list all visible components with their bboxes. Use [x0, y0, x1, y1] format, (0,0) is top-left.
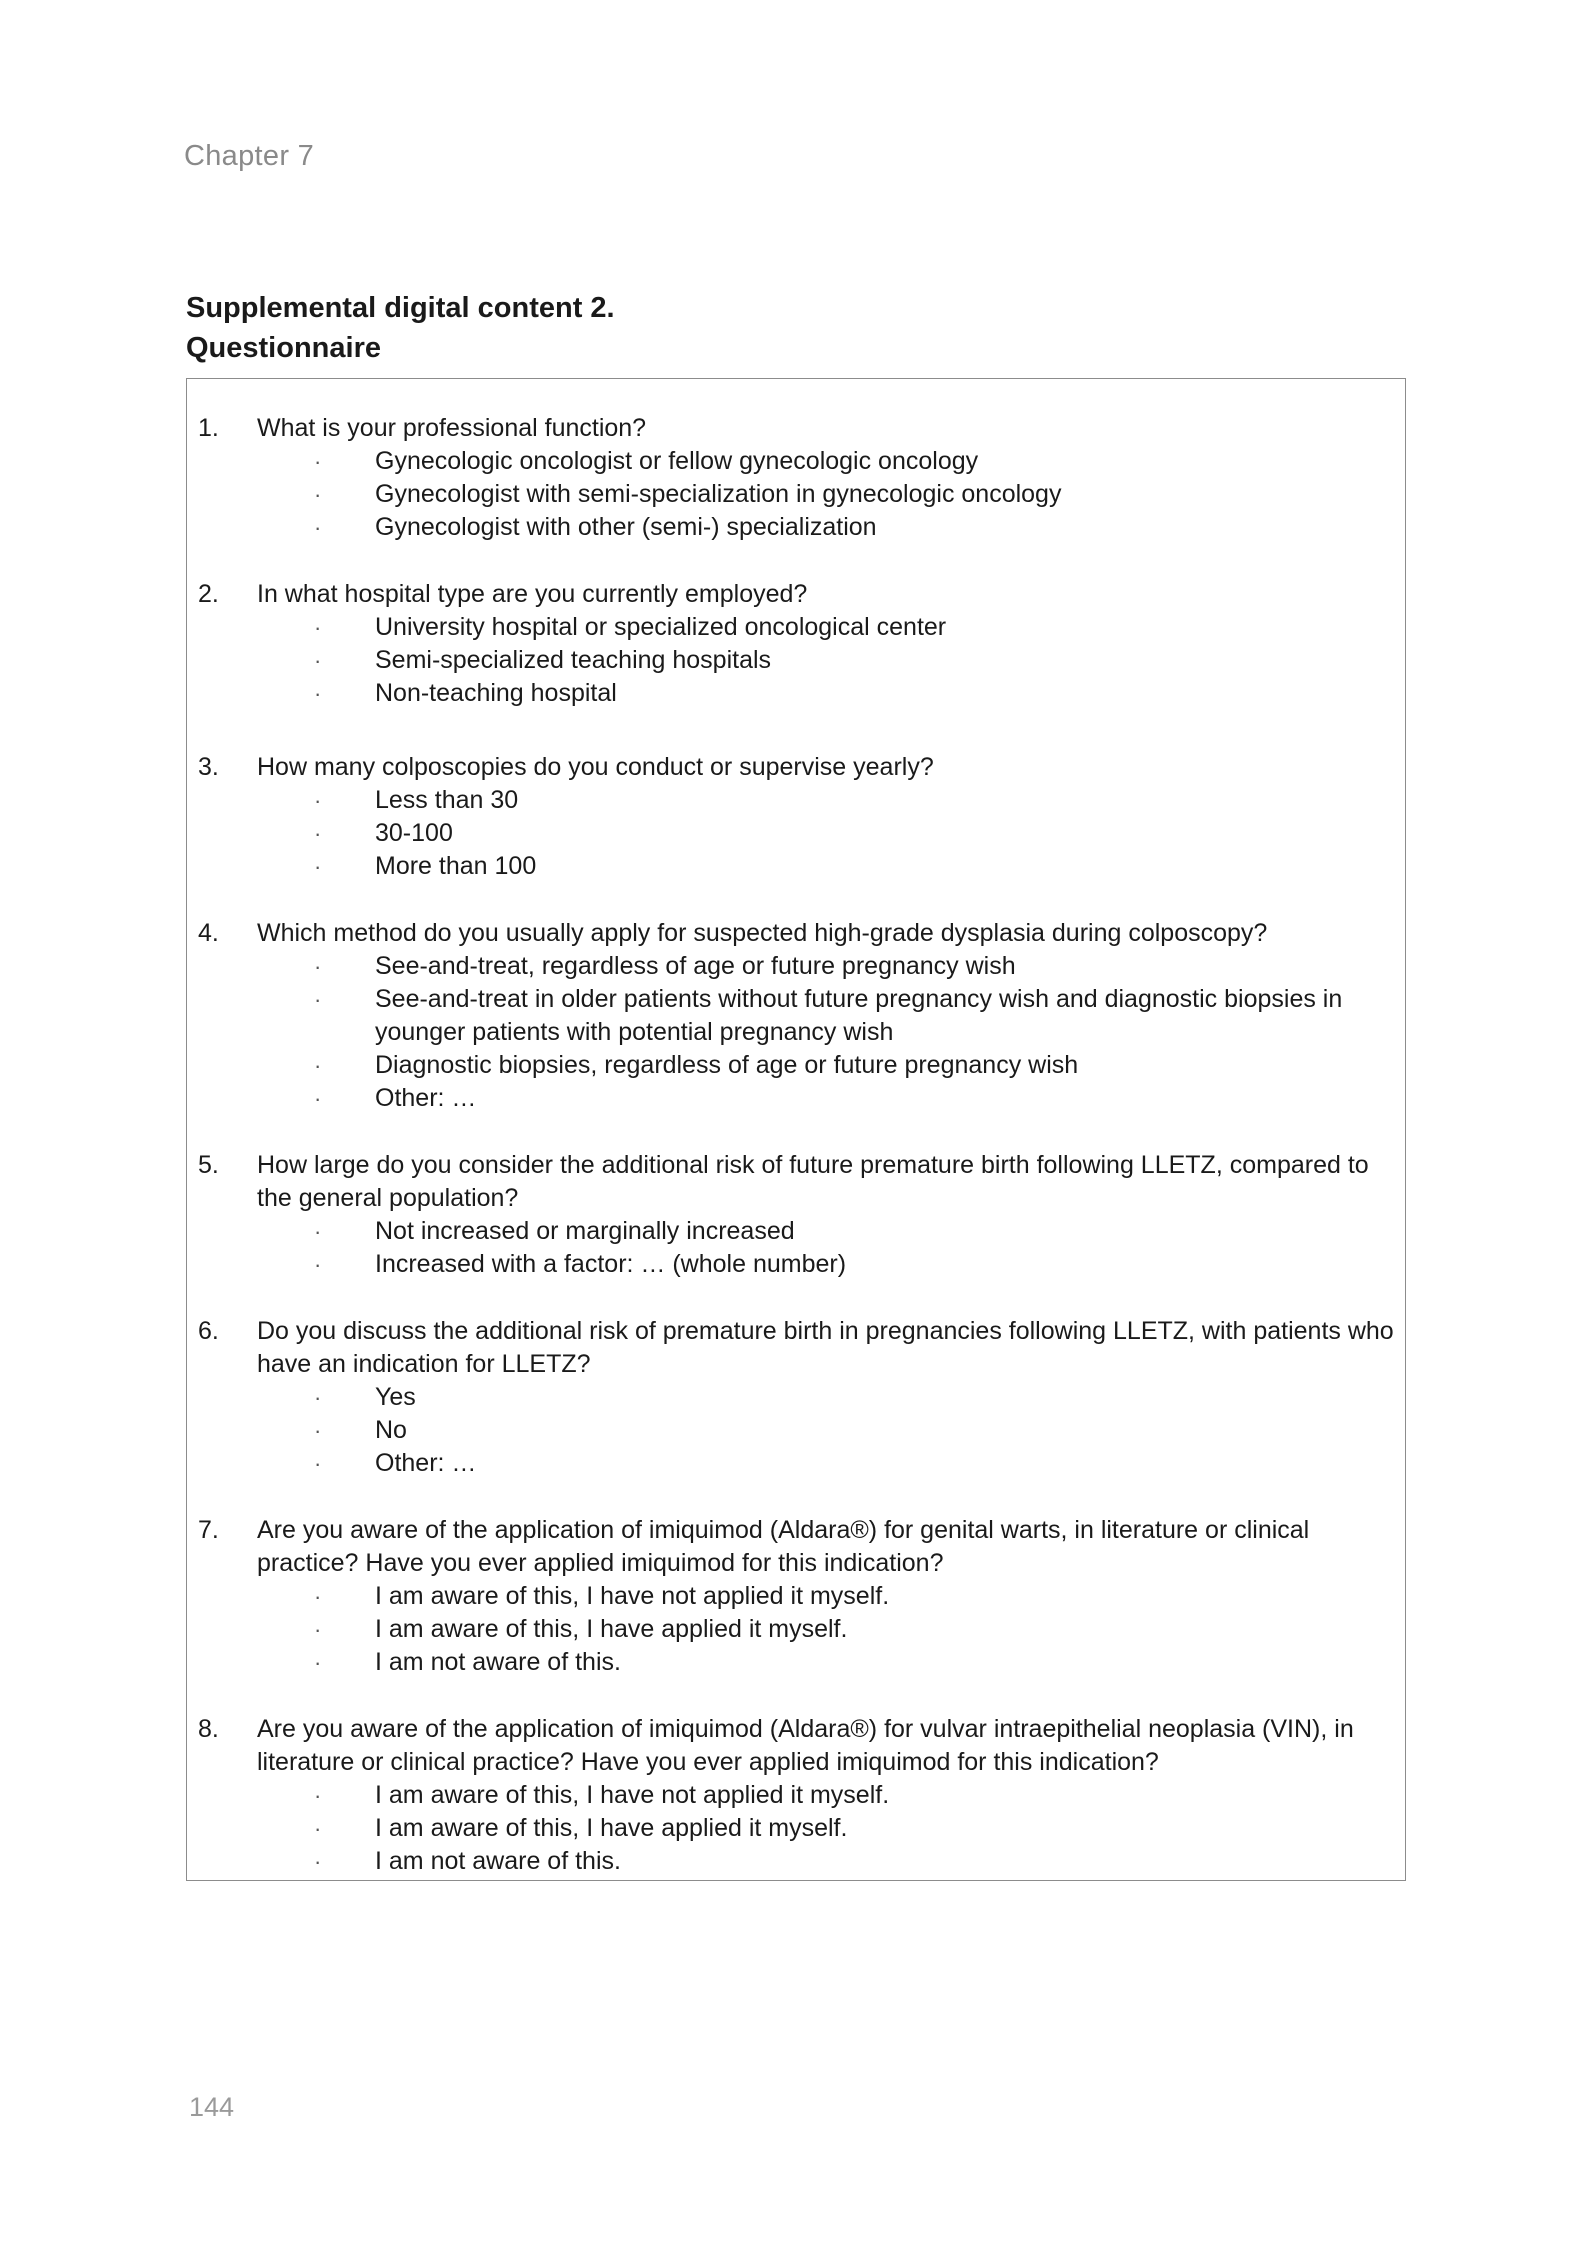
- bullet-icon: ·: [314, 648, 322, 673]
- answer-options: [187, 1580, 1405, 1679]
- answer-option: · Yes: [187, 1381, 1405, 1414]
- answer-option: · Not increased or marginally increased: [187, 1215, 1405, 1248]
- bullet-icon: ·: [314, 615, 322, 640]
- page-number: 144: [189, 2092, 235, 2122]
- answer-options: [187, 611, 1405, 710]
- bullet-icon: ·: [314, 449, 322, 474]
- answer-options: [187, 784, 1405, 883]
- answer-option: · Other: …: [187, 1082, 1405, 1115]
- question-number: 8.: [198, 1715, 219, 1743]
- heading-line-1: Supplemental digital content 2.: [186, 292, 615, 324]
- answer-options: [187, 1779, 1405, 1878]
- bullet-icon: ·: [314, 681, 322, 706]
- question-text: How many colposcopies do you conduct or supervise yearly?: [257, 753, 934, 781]
- answer-option: · Other: …: [187, 1447, 1405, 1480]
- bullet-icon: ·: [314, 1418, 322, 1443]
- answer-option: · I am aware of this, I have not applied it myself.: [187, 1580, 1405, 1613]
- answer-option: · Less than 30: [187, 784, 1405, 817]
- bullet-icon: ·: [314, 1650, 322, 1675]
- question-text: Are you aware of the application of imiquimod (Aldara®) for genital warts, in literature or clinical practice? Have you ever applied imiquimod for this indication?: [257, 1516, 1310, 1577]
- answer-option: · Gynecologist with other (semi-) specialization: [187, 511, 1405, 544]
- question-number: 4.: [198, 919, 219, 947]
- answer-options: [187, 950, 1405, 1115]
- answer-option: · Diagnostic biopsies, regardless of age or future pregnancy wish: [187, 1049, 1405, 1082]
- answer-option: · More than 100: [187, 850, 1405, 883]
- question-number: 6.: [198, 1317, 219, 1345]
- answer-option: · 30-100: [187, 817, 1405, 850]
- question-number: 3.: [198, 753, 219, 781]
- answer-option: · Semi-specialized teaching hospitals: [187, 644, 1405, 677]
- answer-options: [187, 445, 1405, 544]
- answer-option: · No: [187, 1414, 1405, 1447]
- bullet-icon: ·: [314, 821, 322, 846]
- answer-option: · Non-teaching hospital: [187, 677, 1405, 710]
- bullet-icon: ·: [314, 1252, 322, 1277]
- bullet-icon: ·: [314, 1385, 322, 1410]
- question-text: Which method do you usually apply for suspected high-grade dysplasia during colposcopy?: [257, 919, 1268, 947]
- bullet-icon: ·: [314, 1086, 322, 1111]
- bullet-icon: ·: [314, 482, 322, 507]
- answer-option: · I am not aware of this.: [187, 1845, 1405, 1878]
- question-text: What is your professional function?: [257, 414, 647, 442]
- answer-option: · Gynecologist with semi-specialization in gynecologic oncology: [187, 478, 1405, 511]
- heading-line-2: Questionnaire: [186, 332, 381, 364]
- bullet-icon: ·: [314, 1451, 322, 1476]
- answer-option: · University hospital or specialized oncological center: [187, 611, 1405, 644]
- running-head: Chapter 7: [184, 140, 315, 172]
- answer-option: · See-and-treat, regardless of age or future pregnancy wish: [187, 950, 1405, 983]
- answer-option: · I am not aware of this.: [187, 1646, 1405, 1679]
- question-number: 2.: [198, 580, 219, 608]
- bullet-icon: ·: [314, 1219, 322, 1244]
- answer-options: [187, 1381, 1405, 1480]
- bullet-icon: ·: [314, 854, 322, 879]
- bullet-icon: ·: [314, 788, 322, 813]
- answer-option: · I am aware of this, I have not applied it myself.: [187, 1779, 1405, 1812]
- bullet-icon: ·: [314, 954, 322, 979]
- bullet-icon: ·: [314, 1816, 322, 1841]
- bullet-icon: ·: [314, 1783, 322, 1808]
- question-text: Do you discuss the additional risk of premature birth in pregnancies following LLETZ, with patients who have an indication for LLETZ?: [257, 1317, 1394, 1378]
- question-text: How large do you consider the additional risk of future premature birth following LLETZ, compared to the general population?: [257, 1151, 1369, 1212]
- question-number: 1.: [198, 414, 219, 442]
- answer-option: · Increased with a factor: … (whole number): [187, 1248, 1405, 1281]
- question-text: In what hospital type are you currently employed?: [257, 580, 808, 608]
- bullet-icon: ·: [314, 1584, 322, 1609]
- bullet-icon: ·: [314, 1617, 322, 1642]
- answer-option: · I am aware of this, I have applied it myself.: [187, 1613, 1405, 1646]
- questionnaire-box: [186, 378, 1406, 1881]
- bullet-icon: ·: [314, 515, 322, 540]
- bullet-icon: ·: [314, 987, 322, 1012]
- question-number: 5.: [198, 1151, 219, 1179]
- answer-options: [187, 1215, 1405, 1281]
- answer-option: · See-and-treat in older patients without future pregnancy wish and diagnostic biopsies in younger patients with potential pregnancy wish: [314, 985, 1343, 1046]
- bullet-icon: ·: [314, 1849, 322, 1874]
- question-number: 7.: [198, 1516, 219, 1544]
- question-text: Are you aware of the application of imiquimod (Aldara®) for vulvar intraepithelial neoplasia (VIN), in literature or clinical practice? Have you ever applied imiquimod for this indication?: [257, 1715, 1354, 1776]
- answer-option: · Gynecologic oncologist or fellow gynecologic oncology: [187, 445, 1405, 478]
- bullet-icon: ·: [314, 1053, 322, 1078]
- answer-option: · I am aware of this, I have applied it myself.: [187, 1812, 1405, 1845]
- section-heading: [186, 288, 615, 368]
